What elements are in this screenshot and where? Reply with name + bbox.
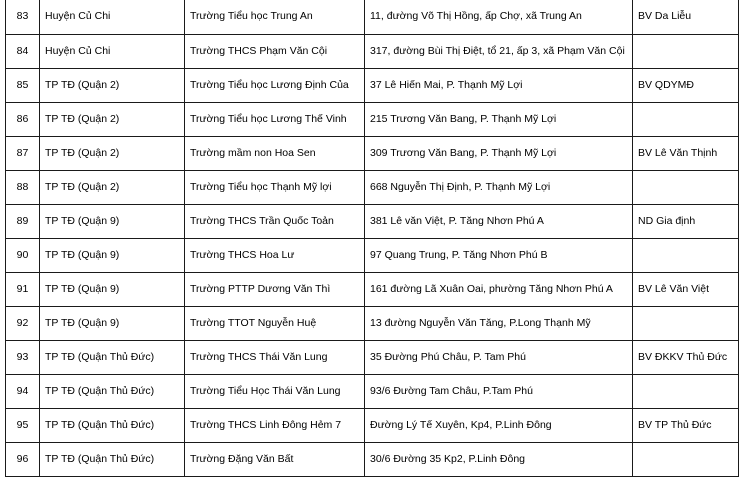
hospital-cell: BV Lê Văn Việt xyxy=(633,272,739,306)
district-cell: TP TĐ (Quận Thủ Đức) xyxy=(40,442,185,476)
hospital-cell: ND Gia định xyxy=(633,204,739,238)
address-cell: 97 Quang Trung, P. Tăng Nhơn Phú B xyxy=(365,238,633,272)
address-cell: 161 đường Lã Xuân Oai, phường Tăng Nhơn Phú A xyxy=(365,272,633,306)
district-cell: TP TĐ (Quận 2) xyxy=(40,68,185,102)
row-number-cell: 93 xyxy=(6,340,40,374)
address-cell: 381 Lê văn Việt, P. Tăng Nhơn Phú A xyxy=(365,204,633,238)
table-row xyxy=(6,204,739,238)
table-row xyxy=(6,408,739,442)
address-cell: 317, đường Bùi Thị Điệt, tổ 21, ấp 3, xã Phạm Văn Cội xyxy=(365,34,633,68)
district-cell: Huyện Củ Chi xyxy=(40,34,185,68)
address-cell: 30/6 Đường 35 Kp2, P.Linh Đông xyxy=(365,442,633,476)
district-cell: Huyện Củ Chi xyxy=(40,0,185,34)
district-cell: TP TĐ (Quận 9) xyxy=(40,204,185,238)
school-name-cell: Trường PTTP Dương Văn Thì xyxy=(185,272,365,306)
table-row xyxy=(6,136,739,170)
row-number-cell: 83 xyxy=(6,0,40,34)
table-row xyxy=(6,374,739,408)
hospital-cell: BV TP Thủ Đức xyxy=(633,408,739,442)
table-row xyxy=(6,340,739,374)
school-name-cell: Trường Tiểu học Thạnh Mỹ lợi xyxy=(185,170,365,204)
table-row xyxy=(6,272,739,306)
school-name-cell: Trường Tiểu Học Thái Văn Lung xyxy=(185,374,365,408)
district-cell: TP TĐ (Quận 2) xyxy=(40,136,185,170)
row-number-cell: 88 xyxy=(6,170,40,204)
district-cell: TP TĐ (Quận 9) xyxy=(40,306,185,340)
school-name-cell: Trường THCS Phạm Văn Cội xyxy=(185,34,365,68)
table-row xyxy=(6,442,739,476)
school-name-cell: Trường Tiểu học Lương Định Của xyxy=(185,68,365,102)
row-number-cell: 87 xyxy=(6,136,40,170)
school-hospital-table xyxy=(5,0,739,477)
row-number-cell: 86 xyxy=(6,102,40,136)
hospital-cell xyxy=(633,170,739,204)
address-cell: 215 Trương Văn Bang, P. Thạnh Mỹ Lợi xyxy=(365,102,633,136)
school-name-cell: Trường THCS Linh Đông Hẻm 7 xyxy=(185,408,365,442)
hospital-cell: BV ĐKKV Thủ Đức xyxy=(633,340,739,374)
district-cell: TP TĐ (Quận Thủ Đức) xyxy=(40,408,185,442)
district-cell: TP TĐ (Quận Thủ Đức) xyxy=(40,374,185,408)
hospital-cell xyxy=(633,238,739,272)
school-name-cell: Trường Tiểu học Lương Thế Vinh xyxy=(185,102,365,136)
address-cell: Đường Lý Tế Xuyên, Kp4, P.Linh Đông xyxy=(365,408,633,442)
table-row xyxy=(6,306,739,340)
table-body xyxy=(6,0,739,476)
address-cell: 13 đường Nguyễn Văn Tăng, P.Long Thạnh Mỹ xyxy=(365,306,633,340)
table-row xyxy=(6,170,739,204)
row-number-cell: 94 xyxy=(6,374,40,408)
table-row xyxy=(6,0,739,34)
district-cell: TP TĐ (Quận 9) xyxy=(40,238,185,272)
school-name-cell: Trường THCS Hoa Lư xyxy=(185,238,365,272)
table-row xyxy=(6,238,739,272)
hospital-cell xyxy=(633,306,739,340)
school-name-cell: Trường Đặng Văn Bất xyxy=(185,442,365,476)
hospital-cell xyxy=(633,34,739,68)
address-cell: 37 Lê Hiến Mai, P. Thạnh Mỹ Lợi xyxy=(365,68,633,102)
school-name-cell: Trường TTOT Nguyễn Huệ xyxy=(185,306,365,340)
school-name-cell: Trường mầm non Hoa Sen xyxy=(185,136,365,170)
table-row xyxy=(6,34,739,68)
district-cell: TP TĐ (Quận 2) xyxy=(40,170,185,204)
hospital-cell: BV QDYMĐ xyxy=(633,68,739,102)
row-number-cell: 85 xyxy=(6,68,40,102)
school-name-cell: Trường Tiểu học Trung An xyxy=(185,0,365,34)
school-name-cell: Trường THCS Trần Quốc Toản xyxy=(185,204,365,238)
row-number-cell: 91 xyxy=(6,272,40,306)
row-number-cell: 95 xyxy=(6,408,40,442)
hospital-cell xyxy=(633,102,739,136)
hospital-cell: BV Da Liễu xyxy=(633,0,739,34)
address-cell: 35 Đường Phú Châu, P. Tam Phú xyxy=(365,340,633,374)
table-row xyxy=(6,102,739,136)
row-number-cell: 90 xyxy=(6,238,40,272)
table-row xyxy=(6,68,739,102)
school-name-cell: Trường THCS Thái Văn Lung xyxy=(185,340,365,374)
row-number-cell: 89 xyxy=(6,204,40,238)
row-number-cell: 84 xyxy=(6,34,40,68)
district-cell: TP TĐ (Quận 2) xyxy=(40,102,185,136)
district-cell: TP TĐ (Quận Thủ Đức) xyxy=(40,340,185,374)
hospital-cell xyxy=(633,442,739,476)
row-number-cell: 96 xyxy=(6,442,40,476)
address-cell: 11, đường Võ Thị Hồng, ấp Chợ, xã Trung An xyxy=(365,0,633,34)
hospital-cell: BV Lê Văn Thịnh xyxy=(633,136,739,170)
address-cell: 93/6 Đường Tam Châu, P.Tam Phú xyxy=(365,374,633,408)
row-number-cell: 92 xyxy=(6,306,40,340)
address-cell: 309 Trương Văn Bang, P. Thạnh Mỹ Lợi xyxy=(365,136,633,170)
district-cell: TP TĐ (Quận 9) xyxy=(40,272,185,306)
hospital-cell xyxy=(633,374,739,408)
address-cell: 668 Nguyễn Thị Định, P. Thạnh Mỹ Lợi xyxy=(365,170,633,204)
